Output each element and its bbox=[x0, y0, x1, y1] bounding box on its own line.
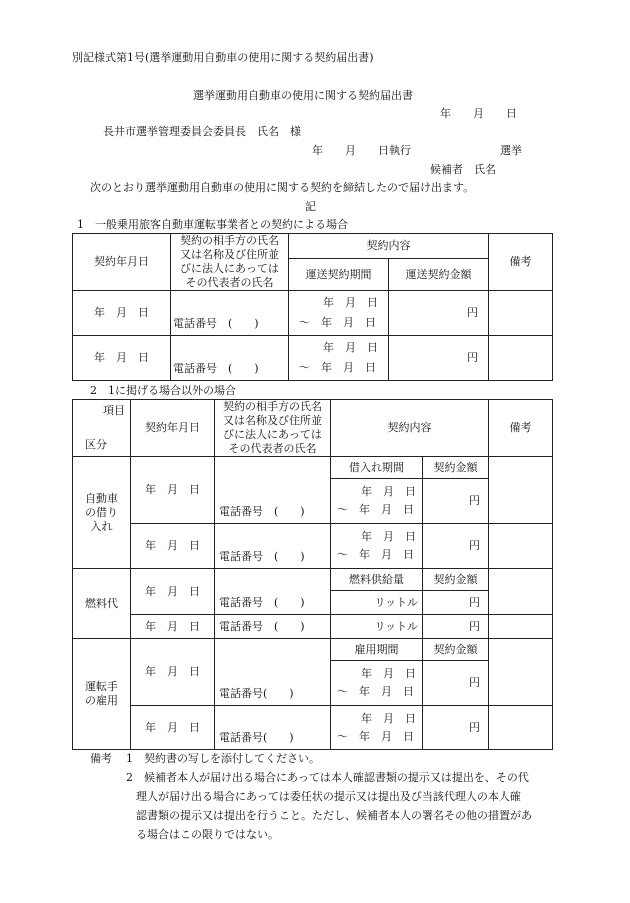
header-rental-amount: 契約金額 bbox=[423, 457, 489, 479]
remarks-cell[interactable] bbox=[489, 569, 553, 615]
header-contract-content: 契約内容 bbox=[289, 234, 489, 259]
contract-date-cell[interactable]: 年 月 日 bbox=[131, 569, 215, 615]
header-item-category: 項目 区分 bbox=[73, 400, 131, 457]
contract-date-cell[interactable]: 年 月 日 bbox=[73, 336, 171, 381]
table-row bbox=[73, 706, 553, 750]
table-row bbox=[73, 524, 553, 569]
fuel-qty-cell[interactable]: リットル bbox=[331, 615, 423, 639]
remarks-cell[interactable] bbox=[489, 291, 553, 336]
note-2-line-3: 認書類の提示又は提出を行うこと。ただし、候補者本人の署名その他の措置があ bbox=[136, 809, 532, 822]
remarks-cell[interactable] bbox=[489, 615, 553, 639]
contract-date-cell[interactable]: 年 月 日 bbox=[131, 524, 215, 569]
table-row bbox=[73, 336, 553, 381]
table-row bbox=[73, 291, 553, 336]
election-suffix: 選挙 bbox=[500, 144, 522, 157]
header-contract-date: 契約年月日 bbox=[73, 234, 171, 291]
party-cell[interactable]: 電話番号 ( ) bbox=[215, 615, 331, 639]
category-fuel: 燃料代 bbox=[73, 569, 131, 639]
fuel-qty-cell[interactable]: リットル bbox=[331, 591, 423, 615]
period-cell[interactable]: 年 月 日 〜 年 月 日 bbox=[289, 336, 389, 381]
section1-heading: 1 一般乗用旅客自動車運転事業者との契約による場合 bbox=[77, 218, 348, 231]
amount-cell[interactable]: 円 bbox=[423, 591, 489, 615]
header-driver-period: 雇用期間 bbox=[331, 639, 423, 661]
header-party: 契約の相手方の氏名 又は名称及び住所並 びに法人にあっては その代表者の氏名 bbox=[215, 400, 331, 457]
section2-heading: 2 1に掲げる場合以外の場合 bbox=[90, 384, 236, 397]
header-party: 契約の相手方の氏名 又は名称及び住所並 びに法人にあっては その代表者の氏名 bbox=[171, 234, 289, 291]
candidate-name: 候補者 氏名 bbox=[430, 163, 496, 176]
form-number: 別記様式第1号(選挙運動用自動車の使用に関する契約届出書) bbox=[72, 51, 374, 64]
party-cell[interactable]: 電話番号 ( ) bbox=[215, 457, 331, 524]
party-cell[interactable]: 電話番号 ( ) bbox=[215, 569, 331, 615]
election-date: 年 月 日執行 bbox=[312, 144, 411, 157]
header-contract-date: 契約年月日 bbox=[131, 400, 215, 457]
amount-cell[interactable]: 円 bbox=[389, 291, 489, 336]
note-1: 1 契約書の写しを添付してください。 bbox=[126, 752, 320, 765]
party-cell[interactable]: 電話番号 ( ) bbox=[171, 291, 289, 336]
remarks-cell[interactable] bbox=[489, 457, 553, 524]
contract-date-cell[interactable]: 年 月 日 bbox=[131, 457, 215, 524]
header-contract-content: 契約内容 bbox=[331, 400, 489, 457]
amount-cell[interactable]: 円 bbox=[423, 479, 489, 524]
intro-text: 次のとおり選挙運動用自動車の使用に関する契約を締結したので届け出ます。 bbox=[90, 181, 475, 194]
header-fuel-qty: 燃料供給量 bbox=[331, 569, 423, 591]
note-2-line-4: る場合はこの限りではない。 bbox=[136, 828, 279, 841]
driver-period-cell[interactable]: 年 月 日 〜 年 月 日 bbox=[331, 661, 423, 706]
remarks-cell[interactable] bbox=[489, 524, 553, 569]
contract-date-cell[interactable]: 年 月 日 bbox=[131, 615, 215, 639]
contract-date-cell[interactable]: 年 月 日 bbox=[131, 706, 215, 750]
party-cell[interactable]: 電話番号( ) bbox=[215, 639, 331, 706]
amount-cell[interactable]: 円 bbox=[423, 706, 489, 750]
header-fuel-amount: 契約金額 bbox=[423, 569, 489, 591]
amount-cell[interactable]: 円 bbox=[423, 615, 489, 639]
ki-label: 記 bbox=[305, 200, 316, 213]
addressee: 長井市選挙管理委員会委員長 氏名 様 bbox=[103, 125, 301, 138]
amount-cell[interactable]: 円 bbox=[423, 524, 489, 569]
contract-date-cell[interactable]: 年 月 日 bbox=[73, 291, 171, 336]
note-2-line-1: 2 候補者本人が届け出る場合にあっては本人確認書類の提示又は提出を、その代 bbox=[126, 771, 529, 784]
notes-label: 備考 bbox=[90, 752, 112, 765]
category-driver: 運転手 の雇用 bbox=[73, 639, 131, 750]
page-title: 選挙運動用自動車の使用に関する契約届出書 bbox=[193, 89, 413, 102]
category-rental: 自動車 の借り 入れ bbox=[73, 457, 131, 569]
section1-table bbox=[72, 233, 553, 381]
header-remarks: 備考 bbox=[489, 400, 553, 457]
header-rental-period: 借入れ期間 bbox=[331, 457, 423, 479]
driver-period-cell[interactable]: 年 月 日 〜 年 月 日 bbox=[331, 706, 423, 750]
amount-cell[interactable]: 円 bbox=[389, 336, 489, 381]
remarks-cell[interactable] bbox=[489, 336, 553, 381]
party-cell[interactable]: 電話番号 ( ) bbox=[215, 524, 331, 569]
period-cell[interactable]: 年 月 日 〜 年 月 日 bbox=[289, 291, 389, 336]
rental-period-cell[interactable]: 年 月 日 〜 年 月 日 bbox=[331, 524, 423, 569]
submission-date: 年 月 日 bbox=[440, 107, 517, 120]
header-remarks: 備考 bbox=[489, 234, 553, 291]
amount-cell[interactable]: 円 bbox=[423, 661, 489, 706]
contract-date-cell[interactable]: 年 月 日 bbox=[131, 639, 215, 706]
section2-table bbox=[72, 399, 553, 750]
header-amount: 運送契約金額 bbox=[389, 259, 489, 291]
header-period: 運送契約期間 bbox=[289, 259, 389, 291]
rental-period-cell[interactable]: 年 月 日 〜 年 月 日 bbox=[331, 479, 423, 524]
remarks-cell[interactable] bbox=[489, 706, 553, 750]
note-2-line-2: 理人が届け出る場合にあっては委任状の提示又は提出及び当該代理人の本人確 bbox=[136, 790, 521, 803]
party-cell[interactable]: 電話番号( ) bbox=[215, 706, 331, 750]
remarks-cell[interactable] bbox=[489, 639, 553, 706]
table-row bbox=[73, 615, 553, 639]
header-driver-amount: 契約金額 bbox=[423, 639, 489, 661]
party-cell[interactable]: 電話番号 ( ) bbox=[171, 336, 289, 381]
